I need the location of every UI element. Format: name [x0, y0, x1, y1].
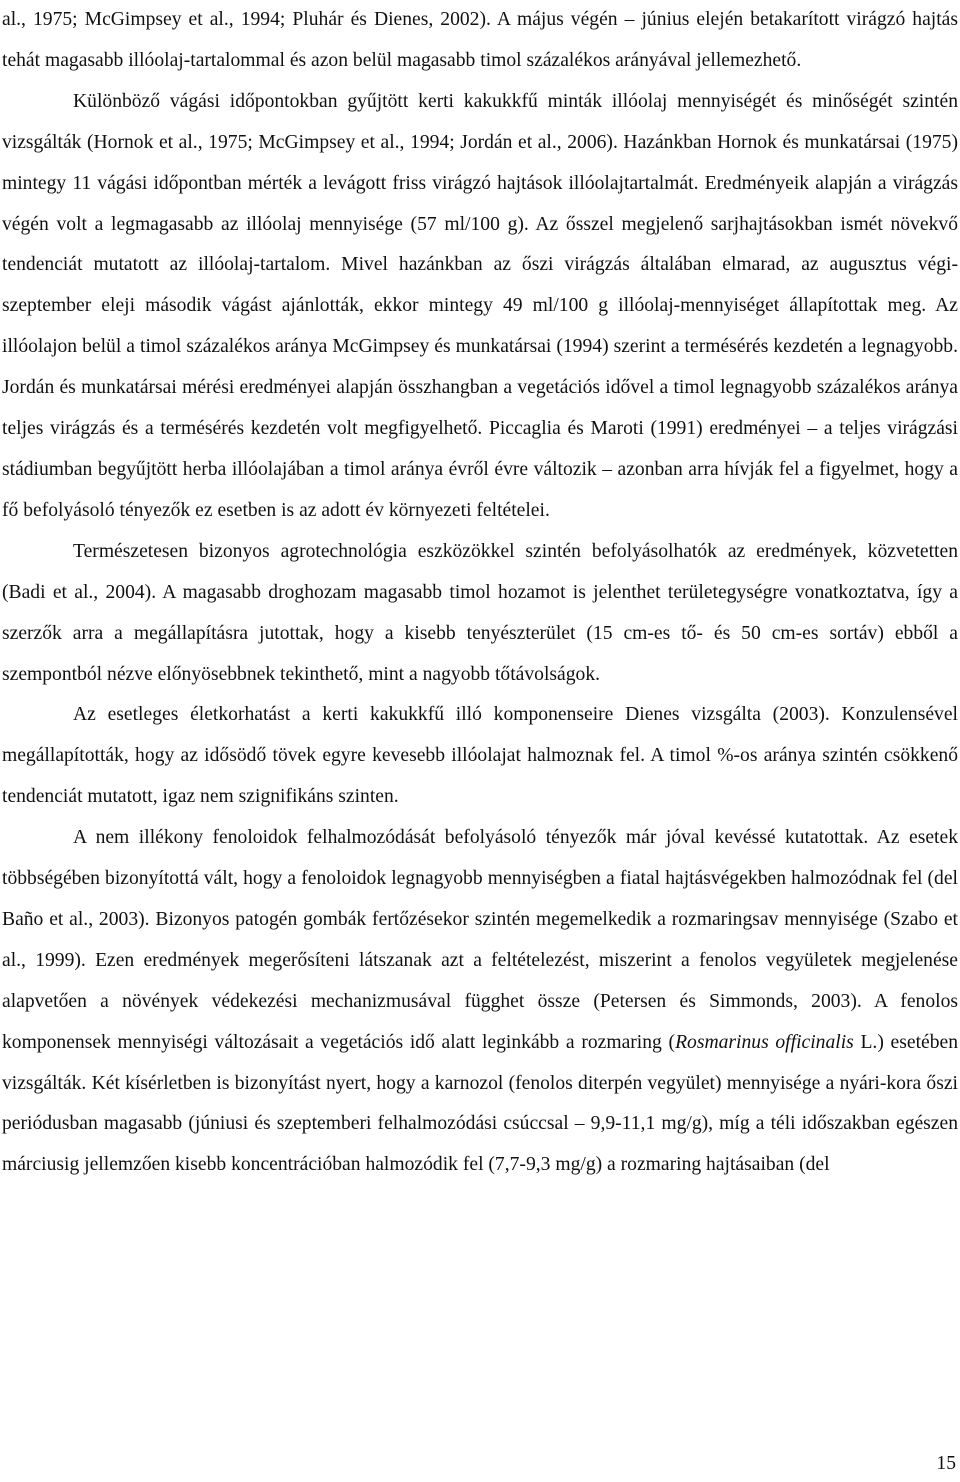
paragraph-agrotechnology: Természetesen bizonyos agrotechnológia eszközökkel szintén befolyásolhatók az eredmények, közvetetten (Badi et al., 2004). A magasabb droghozam magasabb timol hozamot is jelenthet területegységre vonatkoztatva, így a szerzők arra a megállapításra jutottak, hogy a kisebb tenyészterület (15 cm-es tő- és 50 cm-es sortáv) ebből a szempontból nézve előnyösebbnek tekinthető, mint a nagyobb tőtávolságok.	[2, 540, 958, 685]
page-number: 15	[936, 1453, 956, 1474]
phenoloids-text-after: L.) esetében vizsgálták. Két kísérletben is bizonyítást nyert, hogy a karnozol (fenolos diterpén vegyület) mennyisége a nyári-kora őszi periódusban magasabb (júniusi és szeptemberi felhalmozódási csúccsal – 9,9-11,1 mg/g), míg a téli időszakban egészen márciusig jellemzően kisebb koncentrációban halmozódik fel (7,7-9,3 mg/g) a rozmaring hajtásaiban (del	[2, 1031, 958, 1176]
paragraph-phenoloids	[2, 818, 958, 1186]
paragraph-plant-age: Az esetleges életkorhatást a kerti kakukkfű illó komponenseire Dienes vizsgálta (2003). Konzulensével megállapították, hogy az idősödő tövek egyre kevesebb illóolajat halmoznak fel. A timol %-os aránya szintén csökkenő tendenciát mutatott, igaz nem szignifikáns szinten.	[2, 704, 958, 808]
paragraph-harvest-timing: Különböző vágási időpontokban gyűjtött kerti kakukkfű minták illóolaj mennyiségét és minőségét szintén vizsgálták (Hornok et al., 1975; McGimpsey et al., 1994; Jordán et al., 2006). Hazánkban Hornok és munkatársai (1975) mintegy 11 vágási időpontban mérték a levágott friss virágzó hajtások illóolajtartalmát. Eredményeik alapján a virágzás végén volt a legmagasabb az illóolaj mennyisége (57 ml/100 g). Az ősszel megjelenő sarjhajtásokban ismét növekvő tendenciát mutatott az illóolaj-tartalom. Mivel hazánkban az őszi virágzás általában elmarad, az augusztus végi-szeptember eleji második vágást ajánlották, ekkor mintegy 49 ml/100 g illóolaj-mennyiséget állapítottak meg. Az illóolajon belül a timol százalékos aránya McGimpsey és munkatársai (1994) szerint a termésérés kezdetén a legnagyobb. Jordán és munkatársai mérési eredményei alapján összhangban a vegetációs idővel a timol legnagyobb százalékos aránya teljes virágzás és a termésérés kezdetén volt megfigyelhető. Piccaglia és Maroti (1991) eredményei – a teljes virágzási stádiumban begyűjtött herba illóolajában a timol aránya évről évre változik – azonban arra hívják fel a figyelmet, hogy a fő befolyásoló tényezők ez esetben is az adott év környezeti feltételei.	[2, 90, 958, 521]
species-name-italic: Rosmarinus officinalis	[675, 1031, 854, 1053]
body-text	[2, 0, 958, 1186]
phenoloids-text-before: A nem illékony fenoloidok felhalmozódását befolyásoló tényezők már jóval kevéssé kutatottak. Az esetek többségében bizonyítottá vált, hogy a fenoloidok legnagyobb mennyiségben a fiatal hajtásvégekben halmozódnak fel (del Baño et al., 2003). Bizonyos patogén gombák fertőzésekor szintén megemelkedik a rozmaringsav mennyisége (Szabo et al., 1999). Ezen eredmények megerősíteni látszanak azt a feltételezést, miszerint a fenolos vegyületek megjelenése alapvetően a növények védekezési mechanizmusával függhet össze (Petersen és Simmonds, 2003). A fenolos komponensek mennyiségi változásait a vegetációs idő alatt leginkább a rozmaring (	[2, 827, 958, 1053]
paragraph-continuation: al., 1975; McGimpsey et al., 1994; Pluhár és Dienes, 2002). A május végén – június elején betakarított virágzó hajtás tehát magasabb illóolaj-tartalommal és azon belül magasabb timol százalékos arányával jellemezhető.	[2, 9, 958, 71]
